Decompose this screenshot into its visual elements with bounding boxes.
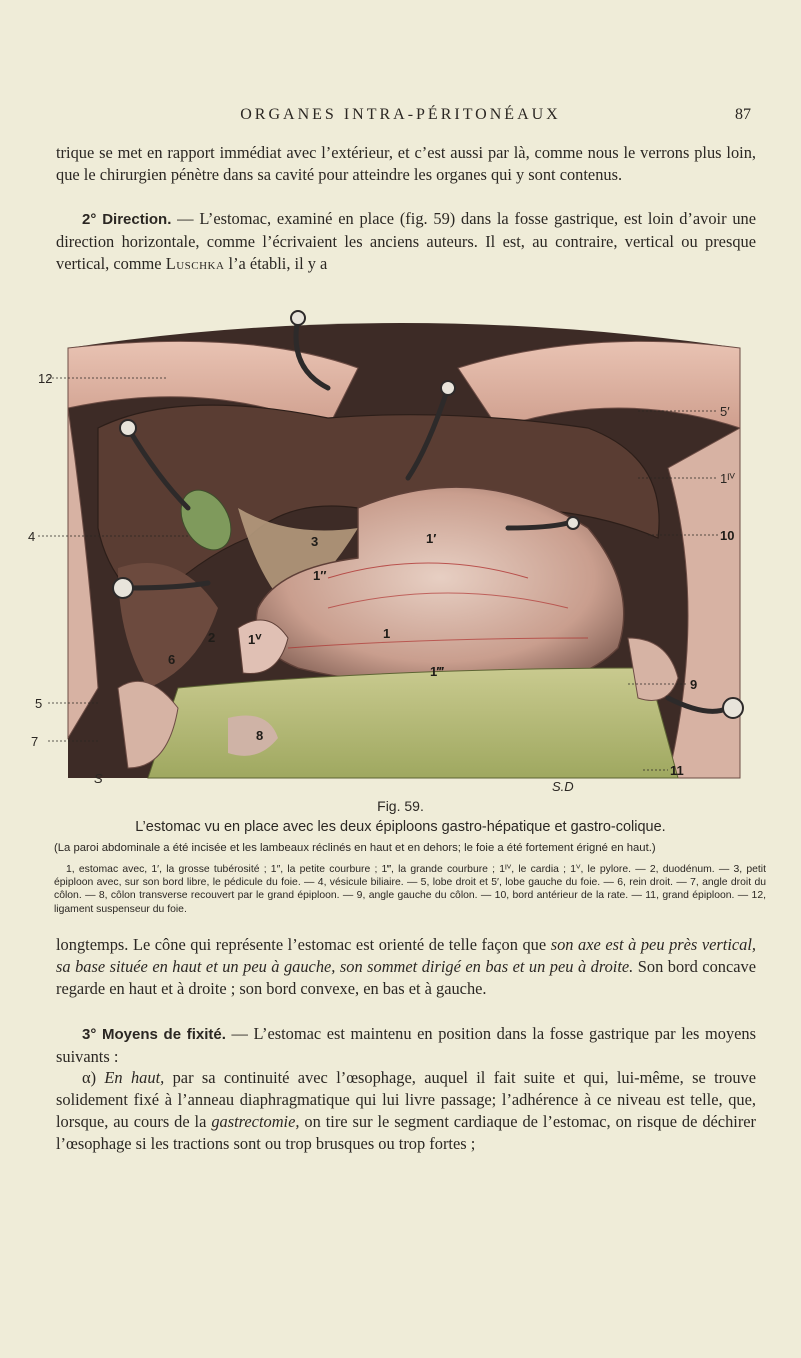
greater-omentum (148, 668, 678, 778)
orientation-italic: son axe est à peu près vertical, sa base située en haut et un peu à gauche, son sommet dirigé en bas et un peu à droite. (56, 935, 757, 976)
running-head: ORGANES INTRA-PÉRITONÉAUX (240, 106, 561, 123)
page-header (0, 104, 801, 128)
page-number: 87 (735, 106, 751, 123)
author-luschka: Luschka (165, 254, 225, 273)
orientation-text-b: Son bord concave regarde en haut et à droite ; son bord convexe, en bas et à gauche. (56, 957, 756, 998)
signature-right: S.D (552, 779, 574, 794)
paragraph-alpha (56, 1067, 756, 1155)
figure-legend: 1, estomac avec, 1′, la grosse tubérosité ; 1″, la petite courbure ; 1‴, la grande courbure ; 1ᴵⱽ, le cardia ; 1ⱽ, le pylore. — 2, duodénum. — 3, petit épiploon avec, sur son bord libre, le pédicule du foie. — 4, vésicule biliaire. — 5, lobe droit et 5′, lobe gauche du foie. — 6, rein droit. — 7, angle droit du côlon. — 8, côlon transverse recouvert par le grand épiploon. — 9, angle gauche du côlon. — 10, bord antérieur de la rate. — 11, grand épiploon. — 12, ligament suspenseur du foie. (54, 864, 766, 915)
direction-heading: 2° Direction. (82, 211, 172, 228)
anatomical-figure (28, 308, 768, 794)
label-1: 1 (383, 626, 391, 641)
direction-text-a: — L’estomac, examiné en place (fig. 59) dans la fosse gastrique, est loin d’avoir une direction horizontale, comme l’écrivaient les anciens auteurs. Il est, au contraire, vertical ou presque vertical, comme (56, 209, 757, 273)
label-2: 2 (208, 630, 216, 645)
paragraph-1 (56, 142, 756, 186)
label-6: 6 (168, 652, 176, 667)
direction-text-b: l’a établi, il y a (224, 254, 328, 273)
label-10: 10 (720, 528, 735, 543)
paragraph-orientation (56, 934, 756, 1000)
figure-title: L’estomac vu en place avec les deux épiploons gastro-hépatique et gastro-colique. (135, 819, 666, 835)
alpha-italic-a: En haut, (104, 1068, 165, 1087)
fixity-text: — L’estomac est maintenu en position dans la fosse gastrique par les moyens suivants : (56, 1024, 756, 1066)
paragraph-direction (56, 208, 756, 275)
alpha-text-b: on tire sur le segment cardiaque de l’estomac, on risque de déchirer l’œsophage si les tractions sont ou trop brusques ou trop fortes ; (56, 1112, 757, 1153)
fixity-heading: 3° Moyens de fixité. (82, 1026, 226, 1043)
label-12: 12 (38, 371, 53, 386)
figure-illustration (28, 308, 768, 794)
label-1v: 1ⱽ (248, 632, 262, 647)
label-8: 8 (256, 728, 264, 743)
label-3: 3 (311, 534, 319, 549)
label-1double: 1″ (313, 568, 327, 583)
paragraph-1-text: trique se met en rapport immédiat avec l’extérieur, et c’est aussi par là, comme nous le verrons plus loin, que le chirurgien pénètre dans sa cavité pour atteindre les organes qui y sont contenus. (56, 143, 756, 184)
label-1triple: 1‴ (430, 664, 444, 679)
figure-caption: Fig. 59. (377, 798, 424, 814)
signature-left: S (94, 771, 103, 786)
label-5: 5 (35, 696, 43, 711)
alpha-marker: α) (82, 1068, 105, 1087)
label-5prime: 5′ (720, 404, 730, 419)
label-1prime: 1′ (426, 531, 437, 546)
paragraph-fixity (56, 1023, 756, 1068)
alpha-text-a: par sa continuité avec l’œsophage, auquel il fait suite et qui, lui-même, se trouve solidement fixé à l’anneau diaphragmatique qui lui livre passage; l’adhérence à ce niveau est telle, que, lorsque, au cours de la (56, 1068, 756, 1131)
label-9: 9 (690, 677, 698, 692)
label-7: 7 (31, 734, 39, 749)
orientation-text-a: longtemps. Le cône qui représente l’estomac est orienté de telle façon que (56, 935, 551, 954)
label-1iv: 1ᴵⱽ (720, 471, 735, 486)
figure-note: (La paroi abdominale a été incisée et les lambeaux réclinés en haut et en dehors; le foie a été fortement érigné en haut.) (54, 842, 656, 854)
label-11: 11 (670, 763, 684, 778)
label-4: 4 (28, 529, 36, 544)
alpha-italic-b: gastrectomie, (211, 1112, 300, 1131)
